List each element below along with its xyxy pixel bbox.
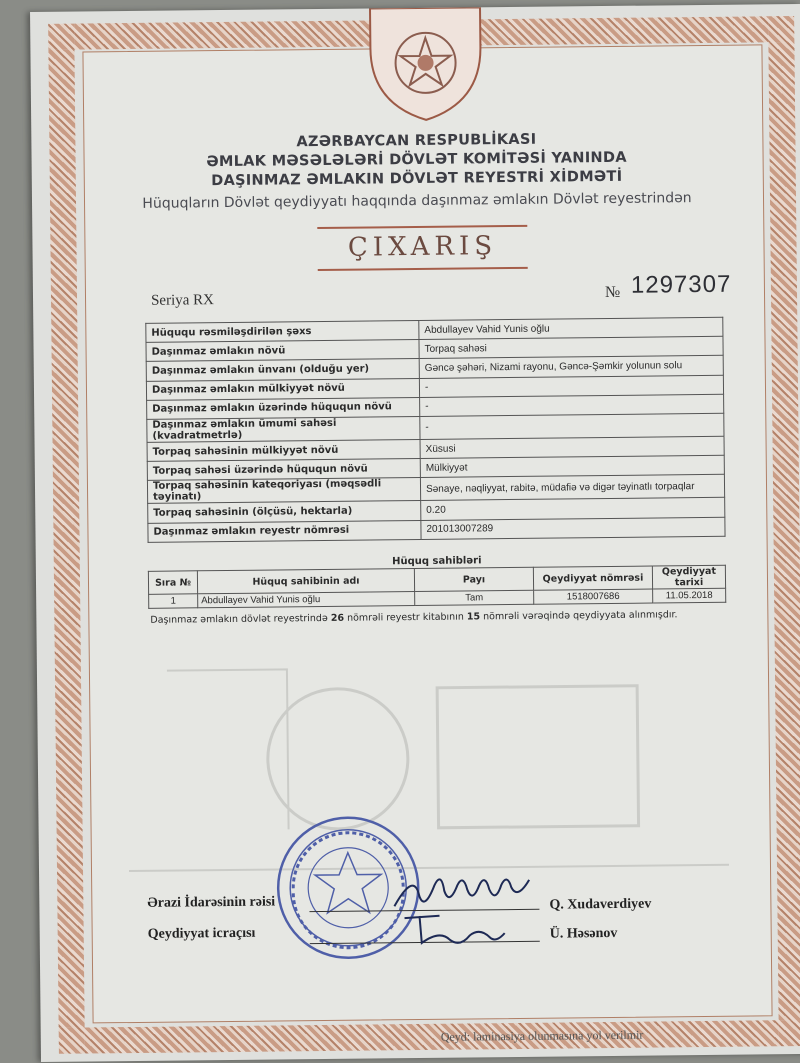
document-number: 1297307 (630, 270, 732, 299)
detail-label: Daşınmaz əmlakın ünvanı (olduğu yer) (146, 359, 419, 381)
page-number: 15 (466, 611, 481, 623)
detail-value: Gəncə şəhəri, Nizami rayonu, Gəncə-Şəmkir yolunun solu (419, 356, 723, 378)
column-header: Qeydiyyat nömrəsi (533, 566, 652, 590)
detail-label: Torpaq sahəsinin kateqoriyası (məqsədli təyinatı) (147, 478, 420, 504)
header-service: DAŞINMAZ ƏMLAKIN DÖVLƏT REYESTRİ XİDMƏTİ (211, 168, 623, 190)
header-republic: AZƏRBAYCAN RESPUBLİKASI (296, 131, 537, 151)
detail-label: Torpaq sahəsi üzərində hüququn növü (147, 459, 420, 481)
number-sign: № (604, 283, 621, 302)
detail-value: Abdullayev Vahid Yunis oğlu (419, 317, 723, 339)
detail-value: - (420, 394, 724, 416)
document-title: ÇIXARIŞ (347, 231, 498, 263)
detail-label: Daşınmaz əmlakın reyestr nömrəsi (148, 520, 421, 542)
detail-label: Daşınmaz əmlakın mülkiyyət növü (146, 378, 419, 400)
header-committee: ƏMLAK MƏSƏLƏLƏRİ DÖVLƏT KOMİTƏSİ YANINDA (206, 149, 627, 171)
signatory-name-head: Q. Xudaverdiyev (549, 896, 652, 913)
certificate-sheet (30, 4, 800, 1062)
signatory-name-executor: Ü. Həsənov (549, 925, 618, 942)
header-subtitle: Hüquqların Dövlət qeydiyyatı haqqında daşınmaz əmlakın Dövlət reyestrindən (142, 190, 692, 212)
owner-name: Abdullayev Vahid Yunis oğlu (198, 592, 415, 608)
signatory-role-executor: Qeydiyyat icraçısı (147, 925, 256, 942)
series-label: Seriya RX (150, 292, 215, 309)
detail-label: Daşınmaz əmlakın ümumi sahəsi (kvadratmetrlə) (147, 416, 420, 442)
owners-heading: Hüquq sahibləri (392, 555, 482, 568)
signatory-role-head: Ərazi İdarəsinin rəisi (147, 894, 276, 911)
lamination-note: Qeyd: laminasiya olunmasına yol verilmir (440, 1027, 644, 1044)
detail-value: Mülkiyyət (420, 455, 724, 477)
column-header: Qeydiyyat tarixi (652, 565, 725, 589)
detail-label: Daşınmaz əmlakın üzərində hüququn növü (147, 397, 420, 419)
column-header: Payı (414, 567, 533, 591)
note-text: nömrəli vərəqində qeydiyyata alınmışdır. (480, 609, 678, 623)
column-header: Sıra № (148, 571, 197, 595)
registration-date: 11.05.2018 (653, 588, 726, 603)
note-text: Daşınmaz əmlakın dövlət reyestrində (150, 612, 331, 626)
book-number: 26 (330, 612, 345, 624)
note-text: nömrəli reyestr kitabının (343, 611, 467, 624)
detail-value: 0.20 (421, 498, 725, 520)
detail-value: Sənaye, nəqliyyat, rabitə, müdafiə və digər təyinatlı torpaqlar (420, 475, 724, 501)
detail-label: Daşınmaz əmlakın növü (146, 340, 419, 362)
detail-label: Hüququ rəsmiləşdirilən şəxs (146, 320, 419, 342)
owners-table (148, 565, 726, 609)
detail-value: Torpaq sahəsi (419, 336, 723, 358)
detail-value: Xüsusi (420, 436, 724, 458)
signature-mark-executor (399, 907, 509, 948)
detail-value: - (419, 375, 723, 397)
owner-share: Tam (415, 590, 534, 605)
detail-label: Torpaq sahəsinin mülkiyyət növü (147, 439, 420, 461)
registration-number: 1518007686 (534, 589, 653, 604)
document-title-block (317, 225, 527, 272)
column-header: Hüquq sahibinin adı (197, 569, 414, 594)
property-details-table (145, 317, 725, 543)
detail-value: 201013007289 (421, 517, 725, 539)
owner-index: 1 (149, 594, 198, 609)
state-emblem (350, 7, 501, 124)
detail-label: Torpaq sahəsinin (ölçüsü, hektarla) (148, 501, 421, 523)
detail-value: - (420, 413, 724, 439)
